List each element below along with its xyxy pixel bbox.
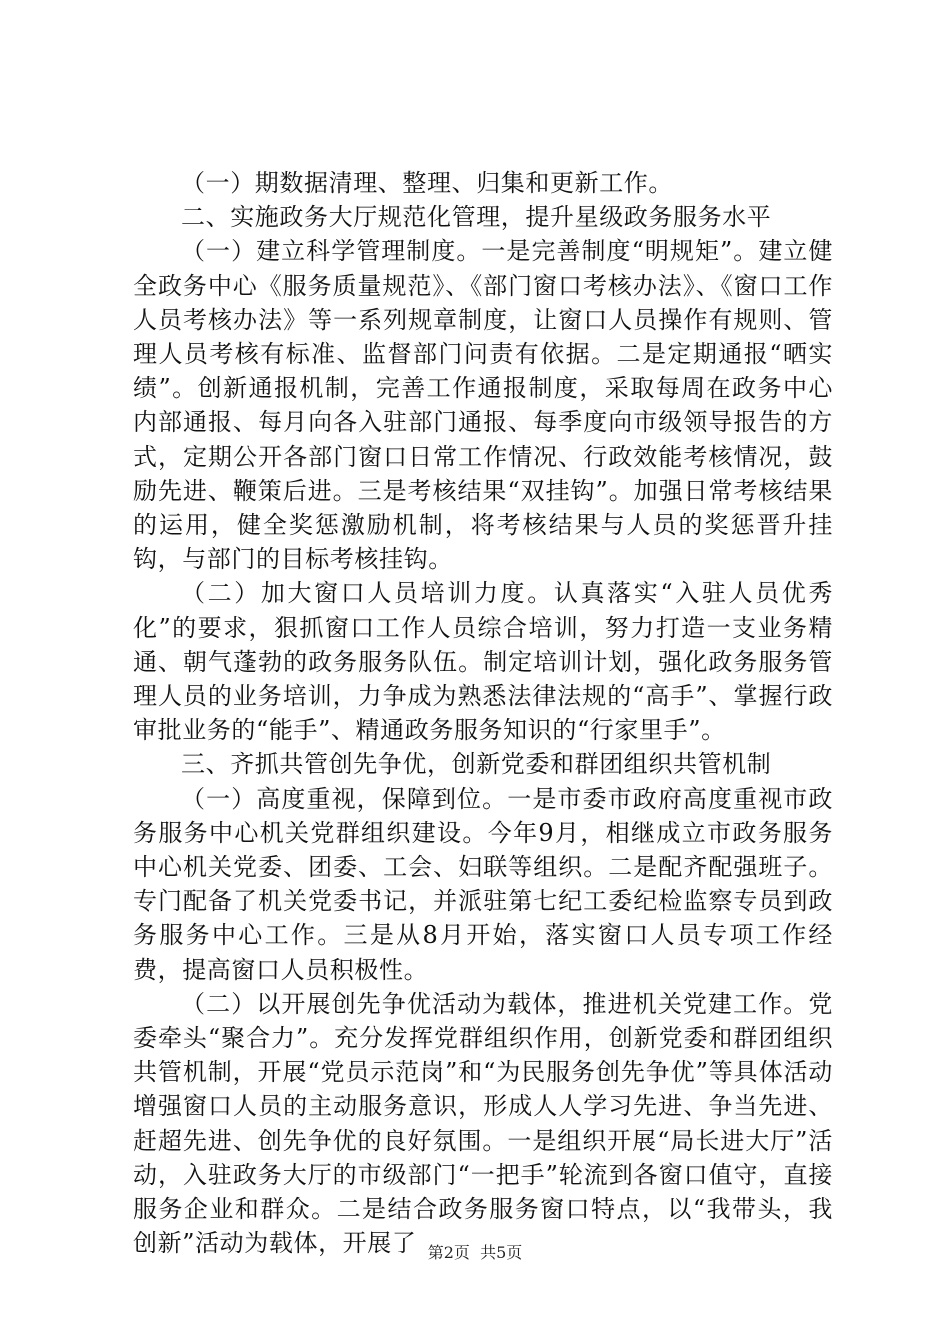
paragraph-attention-guarantee: （一）高度重视，保障到位。一是市委市政府高度重视市政务服务中心机关党群组织建设。今年9月，相继成立市政务服务中心机关党委、团委、工会、妇联等组织。二是配齐配强班子。专门配备了机关党委书记，并派驻第七纪工委纪检监察专员到政务服务中心工作。三是从8月开始，落实窗口人员专项工作经费，提高窗口人员积极性。 <box>133 784 833 984</box>
page-number: 第2页 共5页 <box>427 1243 523 1262</box>
page-footer <box>0 1243 950 1263</box>
paragraph-data-cleanup: （一）期数据清理、整理、归集和更新工作。 <box>181 169 673 197</box>
document-body <box>133 166 833 1261</box>
heading-section-2: 二、实施政务大厅规范化管理，提升星级政务服务水平 <box>181 203 772 232</box>
paragraph-management-system: （一）建立科学管理制度。一是完善制度“明规矩”。建立健全政务中心《服务质量规范》、《部门窗口考核办法》、《窗口工作人员考核办法》等一系列规章制度，让窗口人员操作有规则、管理人员考核有标准、监督部门问责有依据。二是定期通报“晒实绩”。创新通报机制，完善工作通报制度，采取每周在政务中心内部通报、每月向各入驻部门通报、每季度向市级领导报告的方式，定期公开各部门窗口日常工作情况、行政效能考核情况，鼓励先进、鞭策后进。三是考核结果“双挂钩”。加强日常考核结果的运用，健全奖惩激励机制，将考核结果与人员的奖惩晋升挂钩，与部门的目标考核挂钩。 <box>133 237 833 574</box>
heading-section-3: 三、齐抓共管创先争优，创新党委和群团组织共管机制 <box>181 750 772 779</box>
paragraph-party-building: （二）以开展创先争优活动为载体，推进机关党建工作。党委牵头“聚合力”。充分发挥党群组织作用，创新党委和群团组织共管机制，开展“党员示范岗”和“为民服务创先争优”等具体活动增强窗口人员的主动服务意识，形成人人学习先进、争当先进、赶超先进、创先争优的良好氛围。一是组织开展“局长进大厅”活动，入驻政务大厅的市级部门“一把手”轮流到各窗口值守，直接服务企业和群众。二是结合政务服务窗口特点，以“我带头，我创新”活动为载体，开展了 <box>133 989 833 1258</box>
paragraph-staff-training: （二）加大窗口人员培训力度。认真落实“入驻人员优秀化”的要求，狠抓窗口工作人员综合培训，努力打造一支业务精通、朝气蓬勃的政务服务队伍。制定培训计划，强化政务服务管理人员的业务培训，力争成为熟悉法律法规的“高手”、掌握行政审批业务的“能手”、精通政务服务知识的“行家里手”。 <box>133 579 833 745</box>
